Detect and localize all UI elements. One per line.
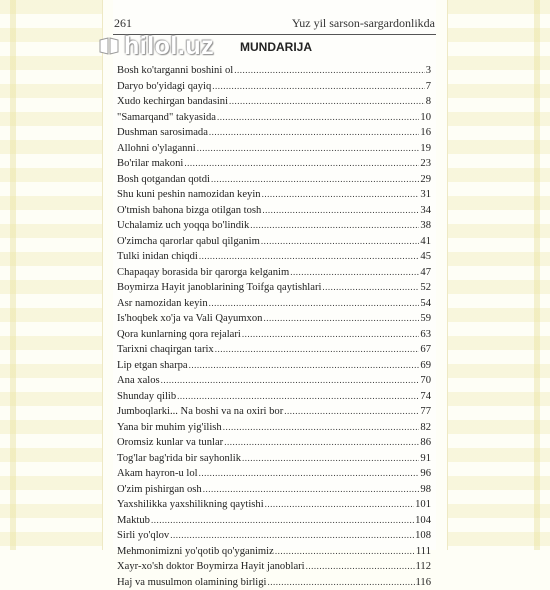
toc-entry	[117, 451, 431, 467]
toc-title: MUNDARIJA	[240, 40, 312, 54]
toc-entry-title: Yana bir muhim yig'ilish	[117, 420, 222, 436]
toc-entry-page: 23	[420, 156, 431, 172]
toc-entry	[117, 466, 431, 482]
right-decorative-border	[447, 0, 550, 550]
toc-entry	[117, 141, 431, 157]
toc-entry-title: Dushman sarosimada	[117, 125, 208, 141]
toc-entry-title: Xayr-xo'sh doktor Boymirza Hayit janoblari	[117, 559, 305, 575]
toc-leader-dots	[250, 218, 419, 234]
toc-entry-title: Ana xalos	[117, 373, 160, 389]
toc-leader-dots	[184, 156, 419, 172]
toc-entry	[117, 110, 431, 126]
toc-leader-dots	[284, 404, 419, 420]
toc-entry	[117, 435, 431, 451]
book-title: Yuz yil sarson-sargardonlikda	[292, 16, 435, 31]
toc-entry-title: Jumboqlarki... Na boshi va na oxiri bor	[117, 404, 283, 420]
toc-entry	[117, 420, 431, 436]
toc-leader-dots	[229, 94, 425, 110]
toc-entry-page: 19	[420, 141, 431, 157]
left-decorative-border	[0, 0, 103, 550]
toc-entry	[117, 342, 431, 358]
toc-entry	[117, 482, 431, 498]
toc-entry-page: 10	[420, 110, 431, 126]
toc-entry-title: Bosh ko'targanni boshini ol	[117, 63, 233, 79]
toc-entry-title: Maktub	[117, 513, 150, 529]
toc-entry	[117, 404, 431, 420]
toc-leader-dots	[217, 110, 419, 126]
toc-entry	[117, 234, 431, 250]
toc-entry-title: Boymirza Hayit janoblarining Toifga qaytishlari	[117, 280, 321, 296]
toc-leader-dots	[242, 451, 419, 467]
toc-entry	[117, 358, 431, 374]
toc-entry	[117, 265, 431, 281]
toc-entry-page: 104	[415, 513, 431, 529]
toc-leader-dots	[265, 497, 414, 513]
toc-leader-dots	[262, 187, 420, 203]
toc-entry	[117, 249, 431, 265]
toc-entry-page: 82	[420, 420, 431, 436]
toc-leader-dots	[234, 63, 425, 79]
toc-entry-title: Chapaqay borasida bir qarorga kelganim	[117, 265, 289, 281]
toc-leader-dots	[199, 249, 420, 265]
toc-leader-dots	[275, 544, 415, 560]
toc-leader-dots	[267, 575, 414, 590]
toc-entry	[117, 125, 431, 141]
toc-entry	[117, 373, 431, 389]
toc-leader-dots	[261, 234, 420, 250]
toc-entry-page: 31	[420, 187, 431, 203]
toc-leader-dots	[322, 280, 419, 296]
toc-entry-page: 70	[420, 373, 431, 389]
toc-leader-dots	[209, 296, 420, 312]
toc-leader-dots	[197, 141, 420, 157]
toc-entry	[117, 280, 431, 296]
toc-entry-title: Bo'rilar makoni	[117, 156, 183, 172]
toc-leader-dots	[199, 466, 420, 482]
toc-entry-title: Bosh qotgandan qotdi	[117, 172, 210, 188]
toc-entry-title: Yaxshilikka yaxshilikning qaytishi	[117, 497, 264, 513]
toc-entry	[117, 389, 431, 405]
toc-entry-title: O'zimcha qarorlar qabul qilganim	[117, 234, 260, 250]
toc-entry-page: 7	[426, 79, 431, 95]
toc-entry-title: "Samarqand" takyasida	[117, 110, 216, 126]
toc-leader-dots	[161, 373, 420, 389]
toc-leader-dots	[215, 342, 420, 358]
toc-entry-page: 116	[416, 575, 432, 590]
toc-entry-title: Uchalamiz uch yoqqa bo'lindik	[117, 218, 249, 234]
toc-leader-dots	[223, 420, 420, 436]
toc-entry	[117, 559, 431, 575]
toc-entry-page: 54	[420, 296, 431, 312]
book-logo-icon	[98, 35, 120, 57]
toc-entry-page: 45	[420, 249, 431, 265]
toc-leader-dots	[211, 172, 419, 188]
toc-entry-title: Asr namozidan keyin	[117, 296, 208, 312]
toc-entry-page: 29	[420, 172, 431, 188]
table-of-contents	[117, 63, 431, 590]
toc-entry-page: 98	[420, 482, 431, 498]
toc-entry-title: Lip etgan sharpa	[117, 358, 188, 374]
toc-leader-dots	[212, 79, 424, 95]
toc-entry-title: Oromsiz kunlar va tunlar	[117, 435, 223, 451]
toc-entry-title: Tulki inidan chiqdi	[117, 249, 198, 265]
toc-entry-page: 86	[420, 435, 431, 451]
toc-entry-title: O'zim pishirgan osh	[117, 482, 202, 498]
toc-entry	[117, 94, 431, 110]
toc-entry-page: 67	[420, 342, 431, 358]
toc-entry-title: Shunday qilib	[117, 389, 176, 405]
toc-entry	[117, 497, 431, 513]
toc-entry	[117, 327, 431, 343]
toc-entry	[117, 203, 431, 219]
toc-entry	[117, 172, 431, 188]
toc-entry	[117, 187, 431, 203]
toc-entry-title: Tog'lar bag'rida bir sayhonlik	[117, 451, 241, 467]
toc-entry-page: 3	[426, 63, 431, 79]
toc-entry	[117, 575, 431, 590]
toc-leader-dots	[306, 559, 415, 575]
watermark-logo	[98, 32, 214, 60]
toc-entry-page: 91	[420, 451, 431, 467]
page-number: 261	[114, 16, 132, 31]
toc-entry-title: Haj va musulmon olamining birligi	[117, 575, 266, 590]
toc-entry	[117, 296, 431, 312]
toc-entry-page: 69	[420, 358, 431, 374]
toc-entry-page: 16	[420, 125, 431, 141]
toc-entry-page: 77	[420, 404, 431, 420]
toc-entry	[117, 79, 431, 95]
toc-entry-title: Shu kuni peshin namozidan keyin	[117, 187, 261, 203]
toc-leader-dots	[151, 513, 414, 529]
toc-entry-title: Daryo bo'yidagi qayiq	[117, 79, 211, 95]
toc-leader-dots	[290, 265, 419, 281]
toc-entry-page: 38	[420, 218, 431, 234]
toc-entry-page: 74	[420, 389, 431, 405]
toc-entry-page: 96	[420, 466, 431, 482]
toc-entry-page: 108	[415, 528, 431, 544]
toc-entry-title: Qora kunlarning qora rejalari	[117, 327, 241, 343]
toc-leader-dots	[209, 125, 419, 141]
toc-entry-page: 34	[420, 203, 431, 219]
watermark-text: hilol.uz	[124, 32, 214, 61]
toc-leader-dots	[263, 311, 419, 327]
toc-entry-title: Is'hoqbek xo'ja va Vali Qayumxon	[117, 311, 262, 327]
toc-entry-title: Xudo kechirgan bandasini	[117, 94, 228, 110]
toc-entry-title: Mehmonimizni yo'qotib qo'yganimiz	[117, 544, 274, 560]
toc-entry-title: Sirli yo'qlov	[117, 528, 169, 544]
toc-entry	[117, 544, 431, 560]
toc-entry-page: 111	[416, 544, 431, 560]
toc-entry-title: Allohni o'ylaganni	[117, 141, 196, 157]
toc-leader-dots	[203, 482, 420, 498]
toc-leader-dots	[189, 358, 420, 374]
toc-entry	[117, 513, 431, 529]
toc-entry	[117, 311, 431, 327]
toc-entry-title: Tarixni chaqirgan tarix	[117, 342, 214, 358]
toc-entry	[117, 218, 431, 234]
toc-leader-dots	[170, 528, 414, 544]
toc-leader-dots	[177, 389, 419, 405]
toc-leader-dots	[262, 203, 419, 219]
toc-entry-title: Akam hayron-u lol	[117, 466, 198, 482]
toc-entry	[117, 528, 431, 544]
toc-leader-dots	[242, 327, 420, 343]
toc-entry	[117, 156, 431, 172]
toc-entry-page: 101	[415, 497, 431, 513]
toc-entry	[117, 63, 431, 79]
toc-entry-page: 59	[420, 311, 431, 327]
toc-entry-page: 112	[416, 559, 432, 575]
toc-entry-page: 47	[420, 265, 431, 281]
toc-entry-page: 8	[426, 94, 431, 110]
toc-entry-title: O'tmish bahona bizga otilgan tosh	[117, 203, 261, 219]
toc-entry-page: 41	[420, 234, 431, 250]
toc-entry-page: 63	[420, 327, 431, 343]
toc-leader-dots	[224, 435, 419, 451]
toc-entry-page: 52	[420, 280, 431, 296]
